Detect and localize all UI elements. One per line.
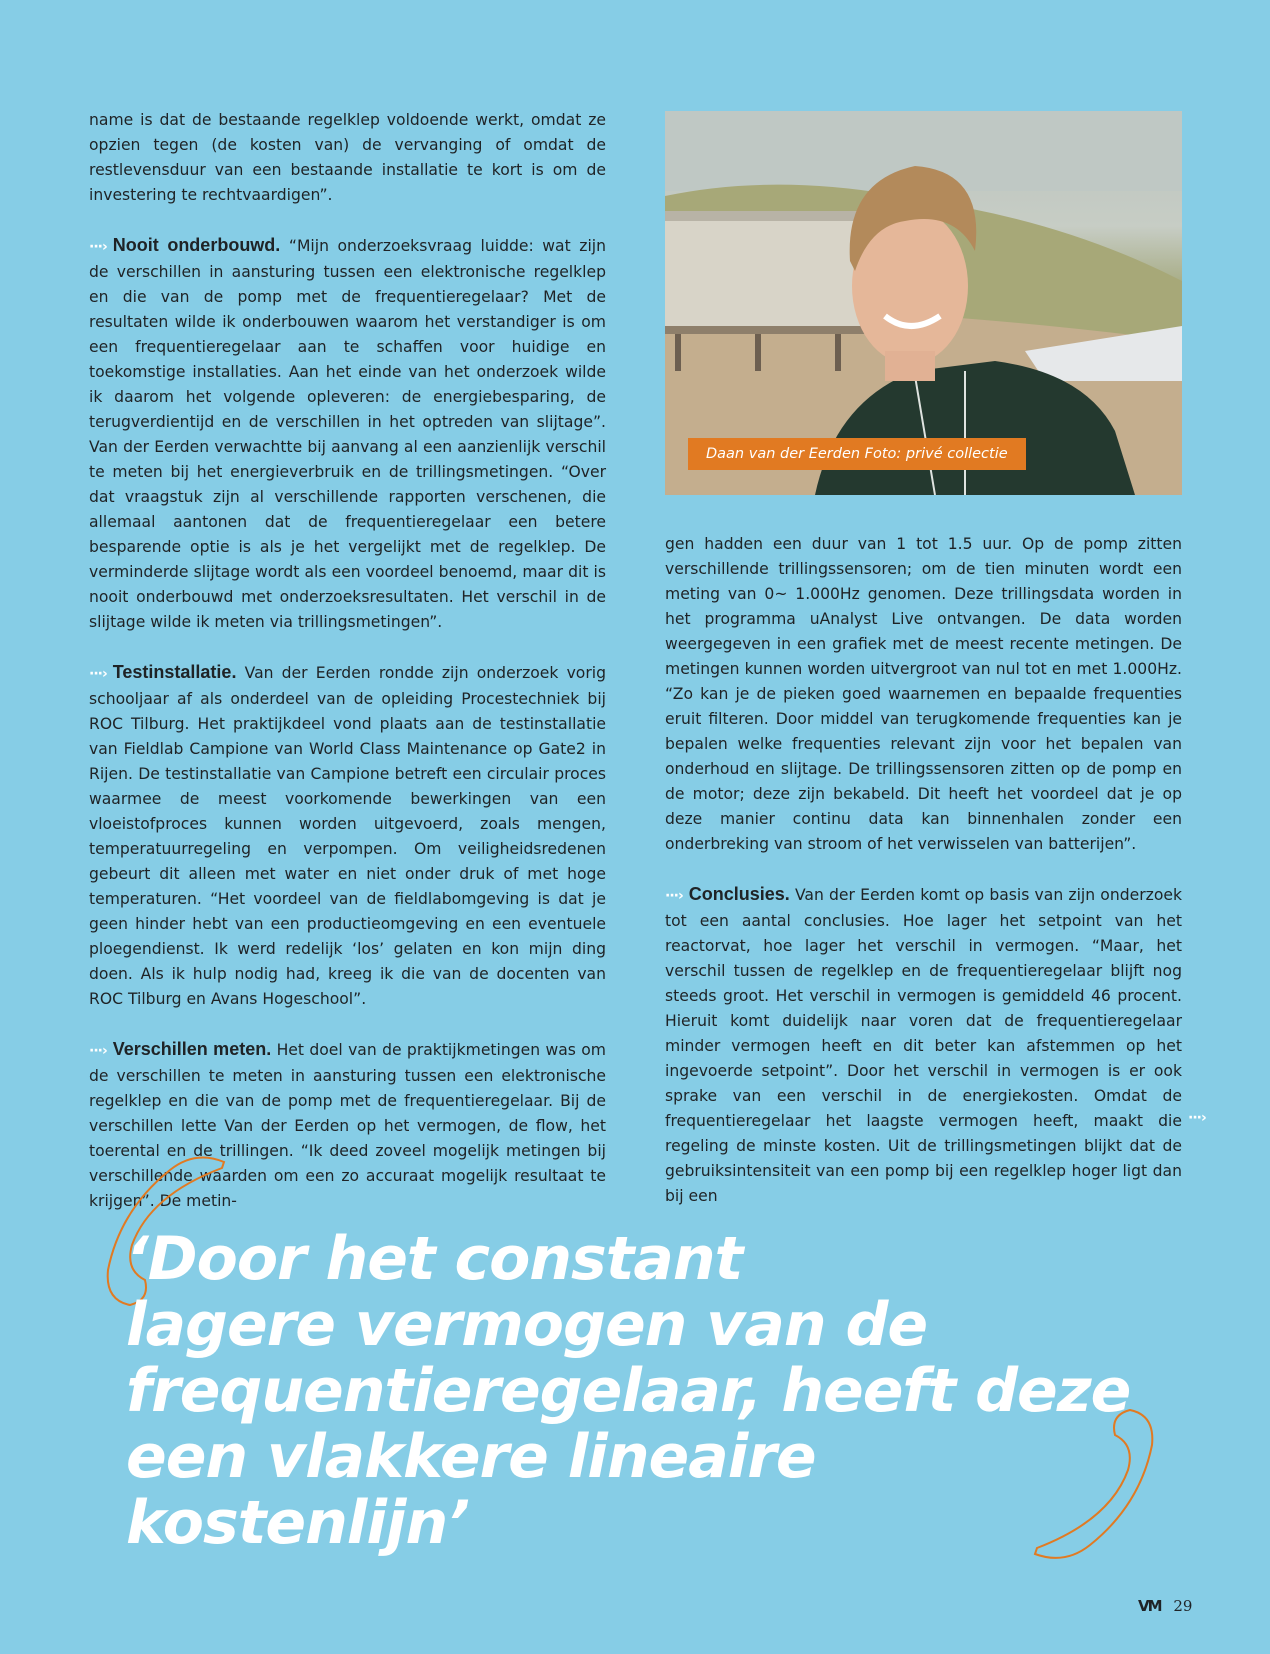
intro-paragraph: name is dat de bestaande regelklep voldoende werkt, omdat ze opzien tegen (de kosten van) de vervanging of omdat de restlevensduur van een bestaande installatie te kort is om de investering te rechtvaardigen”.: [89, 111, 606, 204]
section-text: “Mijn onderzoeksvraag luidde: wat zijn de verschillen in aansturing tussen een elektronische regelklep en die van de pomp met de frequentieregelaar? Met de resultaten wilde ik onderbouwen waarom het verstandiger is om een frequentieregelaar aan te schaffen voor huidige en toekomstige installaties. Aan het einde van het onderzoek wilde ik daarom het volgende opleveren: de energiebesparing, de terugverdientijd en de verschillen in het optreden van slijtage”. Van der Eerden verwachtte bij aanvang al een aanzienlijk verschil te meten bij het energieverbruik en de trillingsmetingen. “Over dat vraagstuk zijn al verschillende rapporten verschenen, die allemaal aantonen dat de frequentieregelaar een betere besparende optie is als je het vergelijkt met de regelklep. De verminderde slijtage wordt als een voordeel benoemd, maar dit is nooit onderbouwd met onderzoeksresultaten. Het verschil in de slijtage wilde ik meten via trillingsmetingen”.: [89, 237, 606, 631]
section-heading: Conclusies.: [688, 884, 790, 904]
pull-quote-line: lagere vermogen van de: [126, 1290, 928, 1360]
section-text: Het doel van de praktijkmetingen was om de verschillen te meten in aansturing tussen een elektronische regelklep en die van de pomp met de frequentieregelaar. Bij de verschillen lette Van der Eerden op het vermogen, de flow, het toerental en de trillingen. “Ik deed zoveel mogelijk metingen bij verschillende waarden om een zo accuraat mogelijk resultaat te krijgen”. De metin-: [89, 1041, 606, 1210]
pull-quote-line: frequentieregelaar, heeft deze: [126, 1356, 1131, 1426]
page-number: 29: [1173, 1597, 1193, 1615]
dotted-arrow-icon: ···›: [89, 666, 107, 682]
section-heading: Testinstallatie.: [112, 662, 237, 682]
section-text: Van der Eerden komt op basis van zijn onderzoek tot een aantal conclusies. Hoe lager het setpoint van het reactorvat, hoe lager het verschil in vermogen. “Maar, het verschil tussen de regelklep en de frequentieregelaar blijft nog steeds groot. Het verschil in vermogen is gemiddeld 46 procent. Hieruit komt duidelijk naar voren dat de frequentieregelaar minder vermogen heeft en dit beter kan afstemmen op het ingevoerde setpoint”. Door het verschil in vermogen is er ook sprake van een verschil in de energiekosten. Omdat de frequentieregelaar het laagste vermogen heeft, maakt die regeling de minste kosten. Uit de trillingsmetingen blijkt dat de gebruiksintensiteit van een pomp bij een regelklep hoger ligt dan bij een: [665, 886, 1182, 1205]
pull-quote: [126, 1226, 1166, 1556]
section-heading: Verschillen meten.: [112, 1039, 272, 1059]
section-heading: Nooit onderbouwd.: [112, 235, 281, 255]
dotted-arrow-icon: ···›: [89, 1043, 107, 1059]
section-text: Van der Eerden rondde zijn onderzoek vorig schooljaar af als onderdeel van de opleiding Procestechniek bij ROC Tilburg. Het praktijkdeel vond plaats aan de testinstallatie van Fieldlab Campione van World Class Maintenance op Gate2 in Rijen. De testinstallatie van Campione betreft een circulair proces waarmee de meest voorkomende bewerkingen van een vloeistofproces kunnen worden uitgevoerd, zoals mengen, temperatuurregeling en verpompen. Om veiligheidsredenen gebeurt dit alleen met water en niet onder druk of met hoge temperaturen. “Het voordeel van de fieldlabomgeving is dat je geen hinder hebt van een productieomgeving en een eventuele ploegendienst. Ik werd redelijk ‘los’ gelaten en kon mijn ding doen. Als ik hulp nodig had, kreeg ik die van de docenten van ROC Tilburg en Avans Hogeschool”.: [89, 664, 606, 1008]
continue-arrow-icon: ···›: [1188, 1110, 1206, 1126]
pull-quote-line: een vlakkere lineaire kostenlijn’: [126, 1422, 816, 1558]
pull-quote-line: ‘Door het constant: [126, 1224, 743, 1294]
page-footer: [1138, 1597, 1192, 1615]
dotted-arrow-icon: ···›: [89, 239, 107, 255]
magazine-logo: VM: [1138, 1597, 1161, 1615]
photo-caption: Daan van der Eerden Foto: privé collectie: [688, 438, 1026, 470]
dotted-arrow-icon: ···›: [665, 888, 683, 904]
continuation-paragraph: gen hadden een duur van 1 tot 1.5 uur. Op de pomp zitten verschillende trillingssensoren; om de tien minuten wordt een meting van 0~ 1.000Hz genomen. Deze trillingsdata worden in het programma uAnalyst Live ontvangen. De data worden weergegeven in een grafiek met de meest recente metingen. De metingen kunnen worden uitvergroot van nul tot en met 1.000Hz. “Zo kan je de pieken goed waarnemen en bepaalde frequenties eruit filteren. Door middel van terugkomende frequenties kan je bepalen welke frequenties relevant zijn voor het bepalen van onderhoud en slijtage. De trillingssensoren zitten op de pomp en de motor; deze zijn bekabeld. Dit heeft het voordeel dat je op deze manier continu data kan binnenhalen zonder een onderbreking van stroom of het verwisselen van batterijen”.: [665, 535, 1182, 853]
